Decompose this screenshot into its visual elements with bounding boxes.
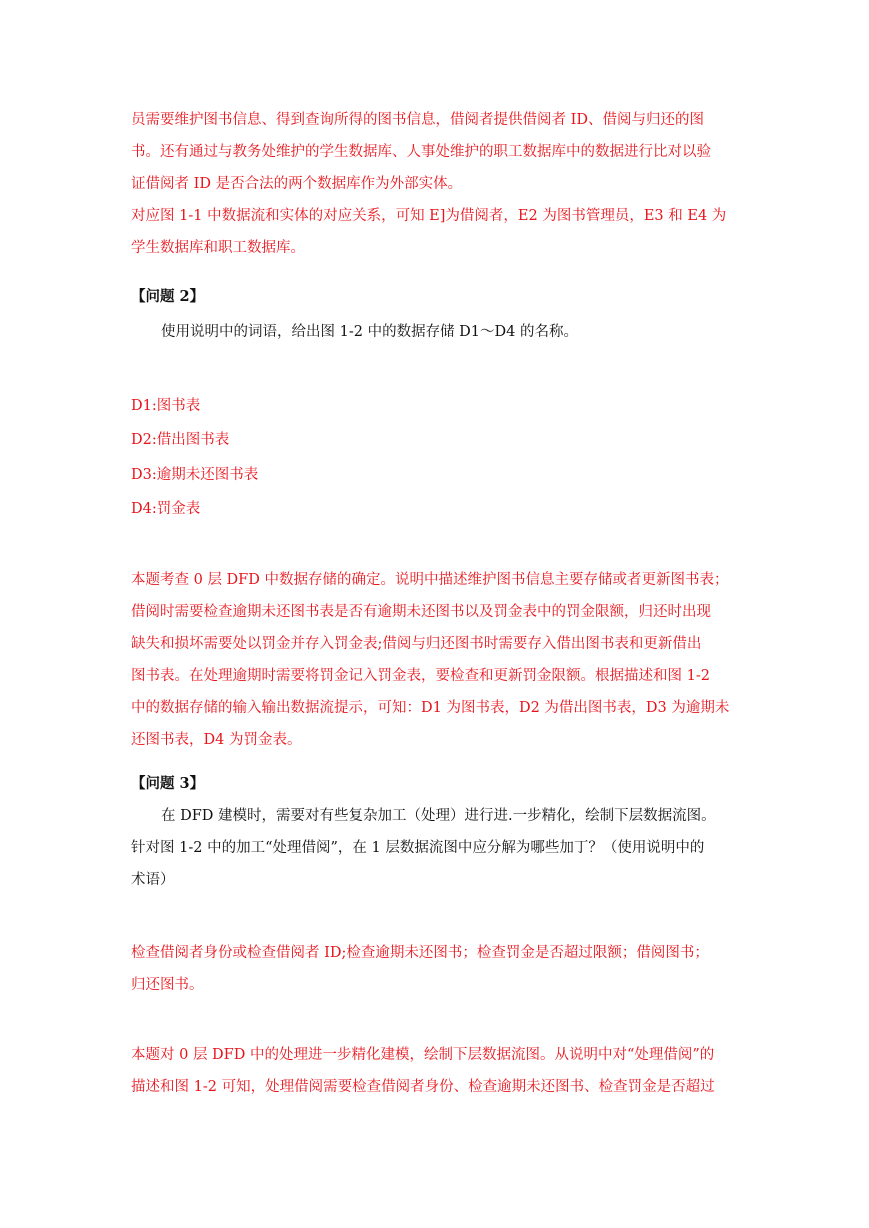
text-line: 针对图 1-2 中的加工“处理借阅”，在 1 层数据流图中应分解为哪些加丁？（使用说明中的	[131, 840, 705, 856]
text-line: 借阅时需要检查逾期未还图书表是否有逾期未还图书以及罚金表中的罚金限额，归还时出现	[131, 604, 711, 620]
question-2-text: 使用说明中的词语，给出图 1-2 中的数据存储 D1～D4 的名称。	[161, 324, 578, 340]
text-line: 还图书表，D4 为罚金表。	[131, 732, 302, 748]
text-line: 员需要维护图书信息、得到查询所得的图书信息，借阅者提供借阅者 ID、借阅与归还的图	[131, 112, 704, 128]
text-line: 描述和图 1-2 可知，处理借阅需要检查借阅者身份、检查逾期未还图书、检查罚金是否超过	[131, 1079, 715, 1095]
text-line: 缺失和损坏需要处以罚金并存入罚金表;借阅与归还图书时需要存入借出图书表和更新借出	[131, 636, 702, 652]
explanation-q1	[131, 104, 739, 264]
text-line: 证借阅者 ID 是否合法的两个数据库作为外部实体。	[131, 176, 463, 192]
question-3-text	[131, 800, 739, 896]
text-line: 归还图书。	[131, 977, 204, 993]
text-line: 学生数据库和职工数据库。	[131, 240, 305, 256]
explanation-q2	[131, 564, 739, 756]
text-line: 在 DFD 建模时，需要对有些复杂加工（处理）进行进.一步精化，绘制下层数据流图。	[161, 808, 716, 824]
text-line: 术语）	[131, 872, 175, 888]
explanation-q3	[131, 1039, 739, 1103]
answer-d1: D1:图书表	[131, 398, 201, 414]
answer-d2: D2:借出图书表	[131, 432, 230, 448]
text-line: 本题考查 0 层 DFD 中数据存储的确定。说明中描述维护图书信息主要存储或者更新图书表；	[131, 572, 729, 588]
question-3-heading: 【问题 3】	[131, 775, 205, 792]
answer-d3: D3:逾期未还图书表	[131, 467, 259, 483]
text-line: 图书表。在处理逾期时需要将罚金记入罚金表，要检查和更新罚金限额。根据描述和图 1-2	[131, 668, 710, 684]
text-line: 检查借阅者身份或检查借阅者 ID;检查逾期未还图书；检查罚金是否超过限额；借阅图书；	[131, 945, 709, 961]
text-line: 对应图 1-1 中数据流和实体的对应关系，可知 E]为借阅者，E2 为图书管理员，E3 和 E4 为	[131, 208, 727, 224]
text-line: 中的数据存储的输入输出数据流提示，可知：D1 为图书表，D2 为借出图书表，D3 为逾期未	[131, 700, 730, 716]
text-line: 本题对 0 层 DFD 中的处理进一步精化建模，绘制下层数据流图。从说明中对“处理借阅”的	[131, 1047, 715, 1063]
answer-q3	[131, 937, 739, 1001]
question-2-heading: 【问题 2】	[131, 288, 205, 305]
answer-d4: D4:罚金表	[131, 501, 201, 517]
text-line: 书。还有通过与教务处维护的学生数据库、人事处维护的职工数据库中的数据进行比对以验	[131, 144, 711, 160]
